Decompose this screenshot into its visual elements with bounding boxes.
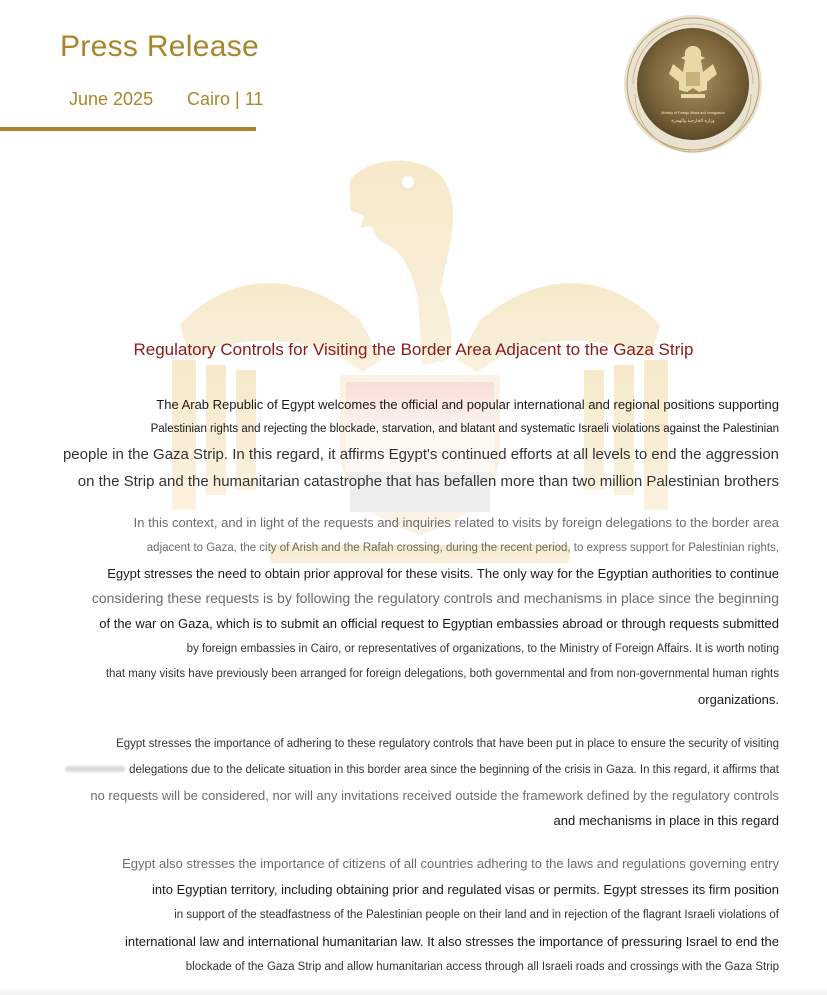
paragraph-2-line-6: by foreign embassies in Cairo, or representatives of organizations, to the Ministry of Foreign Affairs. It is worth noting <box>186 643 779 655</box>
paragraph-2-line-7: that many visits have previously been arranged for foreign delegations, both governmental and from non-governmental human rights <box>105 668 779 680</box>
ink-smudge <box>65 766 125 772</box>
paragraph-4-line-3: in support of the steadfastness of the Palestinian people on their land and in rejection of the flagrant Israeli violations of <box>174 909 779 921</box>
paragraph-2-line-1: In this context, and in light of the requests and inquiries related to visits by foreign delegations to the border area <box>133 515 779 530</box>
header-divider <box>0 127 256 131</box>
paragraph-1-line-1: The Arab Republic of Egypt welcomes the official and popular international and regional positions supporting <box>156 397 779 412</box>
paragraph-2-line-2: adjacent to Gaza, the city of Arish and the Rafah crossing, during the recent period, to express support for Palestinian rights, <box>146 542 779 554</box>
paragraph-4-line-4: international law and international humanitarian law. It also stresses the importance of pressuring Israel to end the <box>125 934 779 949</box>
release-date: June 2025 <box>69 89 154 109</box>
paragraph-4-line-2: into Egyptian territory, including obtaining prior and regulated visas or permits. Egypt stresses its firm position <box>152 882 779 897</box>
release-place: Cairo | 11 <box>187 89 264 109</box>
eagle-seal-icon <box>623 14 763 154</box>
paragraph-1-line-4: on the Strip and the humanitarian catastrophe that has befallen more than two million Palestinian brothers <box>77 473 779 490</box>
paragraph-2-line-5: of the war on Gaza, which is to submit an official request to Egyptian embassies abroad or through requests submitted <box>99 616 779 631</box>
paragraph-2-line-4: considering these requests is by following the regulatory controls and mechanisms in place since the beginning <box>91 590 779 606</box>
seal-text-en: Ministry of Foreign Affairs and Immigration <box>661 111 725 115</box>
page-bottom-edge <box>0 987 827 995</box>
paragraph-3-line-2: delegations due to the delicate situation in this border area since the beginning of the crisis in Gaza. In this regard, it affirms that <box>129 764 779 776</box>
paragraph-3-line-1: Egypt stresses the importance of adhering to these regulatory controls that have been put in place to ensure the security of visiting <box>116 738 779 750</box>
document-heading: Regulatory Controls for Visiting the Border Area Adjacent to the Gaza Strip <box>133 340 694 359</box>
paragraph-3-line-4: and mechanisms in place in this regard <box>553 813 779 828</box>
paragraph-2-line-3: Egypt stresses the need to obtain prior approval for these visits. The only way for the Egyptian authorities to continue <box>107 566 779 581</box>
paragraph-2-line-8: organizations. <box>698 692 779 707</box>
paragraph-1-line-2: Palestinian rights and rejecting the blockade, starvation, and blatant and systematic Israeli violations against the Palestinian <box>150 423 779 435</box>
paragraph-3-line-3: no requests will be considered, nor will any invitations received outside the framework defined by the regulatory controls <box>90 788 779 803</box>
paragraph-4-line-1: Egypt also stresses the importance of citizens of all countries adhering to the laws and regulations governing entry <box>122 856 779 871</box>
page-title: Press Release <box>60 30 259 63</box>
seal-text-ar: وزارة الخارجية والهجرة <box>671 119 715 124</box>
paragraph-4-line-5: blockade of the Gaza Strip and allow humanitarian access through all Israeli roads and crossings with the Gaza Strip <box>185 961 779 973</box>
paragraph-1-line-3: people in the Gaza Strip. In this regard, it affirms Egypt's continued efforts at all levels to end the aggression <box>62 446 779 463</box>
